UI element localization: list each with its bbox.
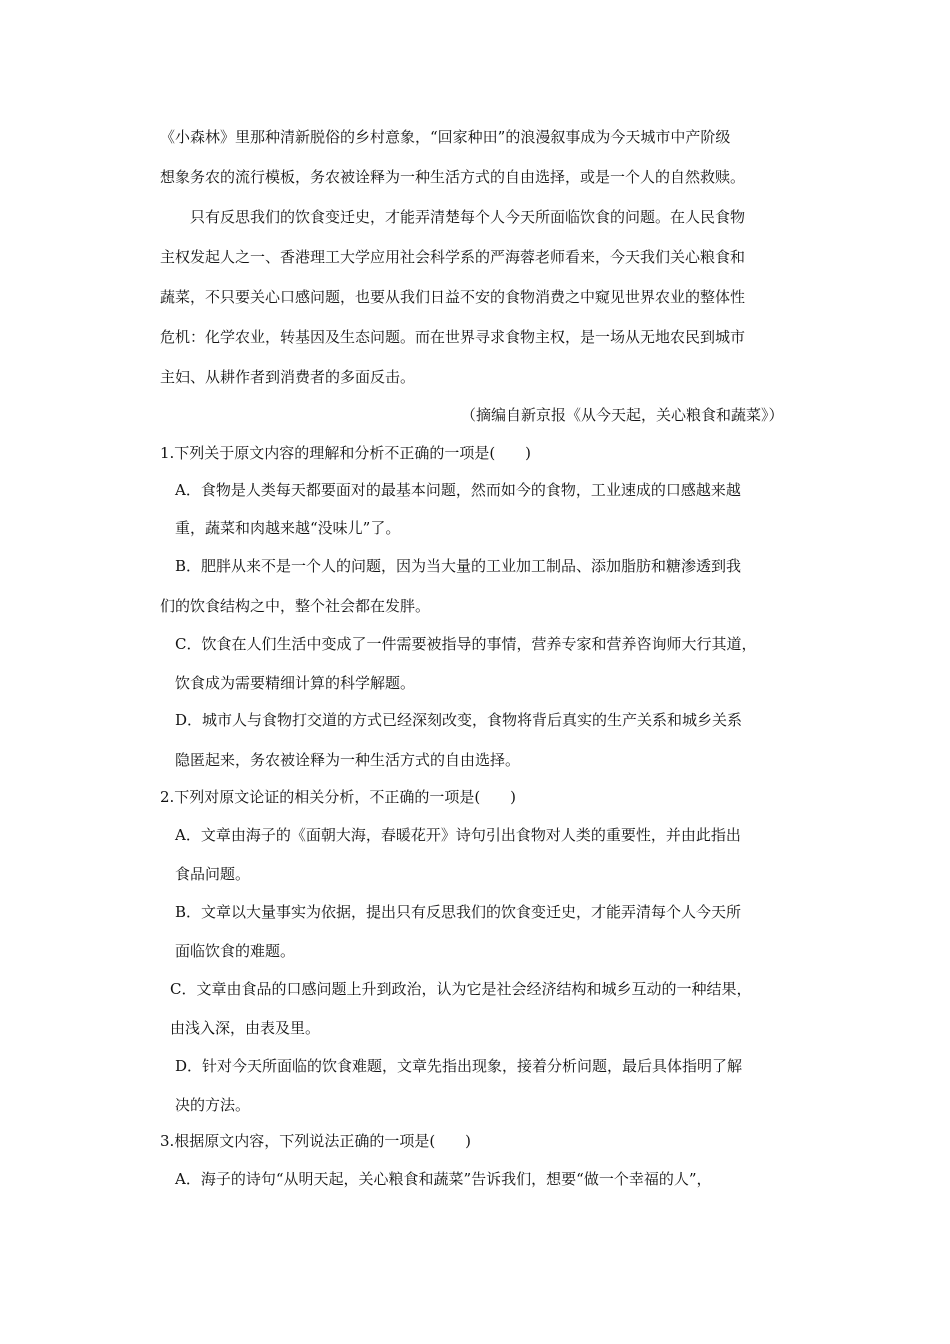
passage-source: （摘编自新京报《从今天起，关心粮食和蔬菜》） xyxy=(461,406,784,424)
option-line: 面临饮食的难题。 xyxy=(175,942,296,960)
option-line: 隐匿起来，务农被诠释为一种生活方式的自由选择。 xyxy=(175,751,521,769)
passage-line: 蔬菜，不只要关心口感问题，也要从我们日益不安的食物消费之中窥见世界农业的整体性 xyxy=(160,288,746,306)
passage-line: 主妇、从耕作者到消费者的多面反击。 xyxy=(160,368,416,386)
option-line: 食品问题。 xyxy=(175,865,251,883)
option-line: 由浅入深，由表及里。 xyxy=(170,1019,321,1037)
option-line: C．文章由食品的口感问题上升到政治，认为它是社会经济结构和城乡互动的一种结果， xyxy=(170,980,752,998)
question-stem: 3.根据原文内容，下列说法正确的一项是( ) xyxy=(160,1132,472,1150)
passage-line: 危机：化学农业，转基因及生态问题。而在世界寻求食物主权，是一场从无地农民到城市 xyxy=(160,328,746,346)
option-line: B．文章以大量事实为依据，提出只有反思我们的饮食变迁史，才能弄清每个人今天所 xyxy=(175,903,742,921)
option-line: A．海子的诗句“从明天起，关心粮食和蔬菜”告诉我们，想要“做一个幸福的人”， xyxy=(175,1170,712,1188)
passage-line: 只有反思我们的饮食变迁史，才能弄清楚每个人今天所面临饮食的问题。在人民食物 xyxy=(190,208,746,226)
option-line: A．食物是人类每天都要面对的最基本问题，然而如今的食物，工业速成的口感越来越 xyxy=(175,481,741,499)
option-line: B．肥胖从来不是一个人的问题，因为当大量的工业加工制品、添加脂肪和糖渗透到我 xyxy=(175,557,742,575)
question-stem: 2.下列对原文论证的相关分析，不正确的一项是( ) xyxy=(160,788,517,806)
option-line: A．文章由海子的《面朝大海，春暖花开》诗句引出食物对人类的重要性，并由此指出 xyxy=(175,826,741,844)
passage-line: 主权发起人之一、香港理工大学应用社会科学系的严海蓉老师看来，今天我们关心粮食和 xyxy=(160,248,746,266)
option-line: 重，蔬菜和肉越来越“没味儿”了。 xyxy=(175,519,401,537)
question-stem: 1.下列关于原文内容的理解和分析不正确的一项是( ) xyxy=(160,444,532,462)
passage-line: 《小森林》里那种清新脱俗的乡村意象，“回家种田”的浪漫叙事成为今天城市中产阶级 xyxy=(160,128,731,146)
option-line: C．饮食在人们生活中变成了一件需要被指导的事情，营养专家和营养咨询师大行其道， xyxy=(175,635,757,653)
passage-line: 想象务农的流行模板，务农被诠释为一种生活方式的自由选择，或是一个人的自然救赎。 xyxy=(160,168,746,186)
option-line: 们的饮食结构之中，整个社会都在发胖。 xyxy=(160,597,431,615)
option-line: D．城市人与食物打交道的方式已经深刻改变，食物将背后真实的生产关系和城乡关系 xyxy=(175,711,743,729)
option-line: D．针对今天所面临的饮食难题，文章先指出现象，接着分析问题，最后具体指明了解 xyxy=(175,1057,743,1075)
option-line: 决的方法。 xyxy=(175,1096,251,1114)
option-line: 饮食成为需要精细计算的科学解题。 xyxy=(175,674,416,692)
